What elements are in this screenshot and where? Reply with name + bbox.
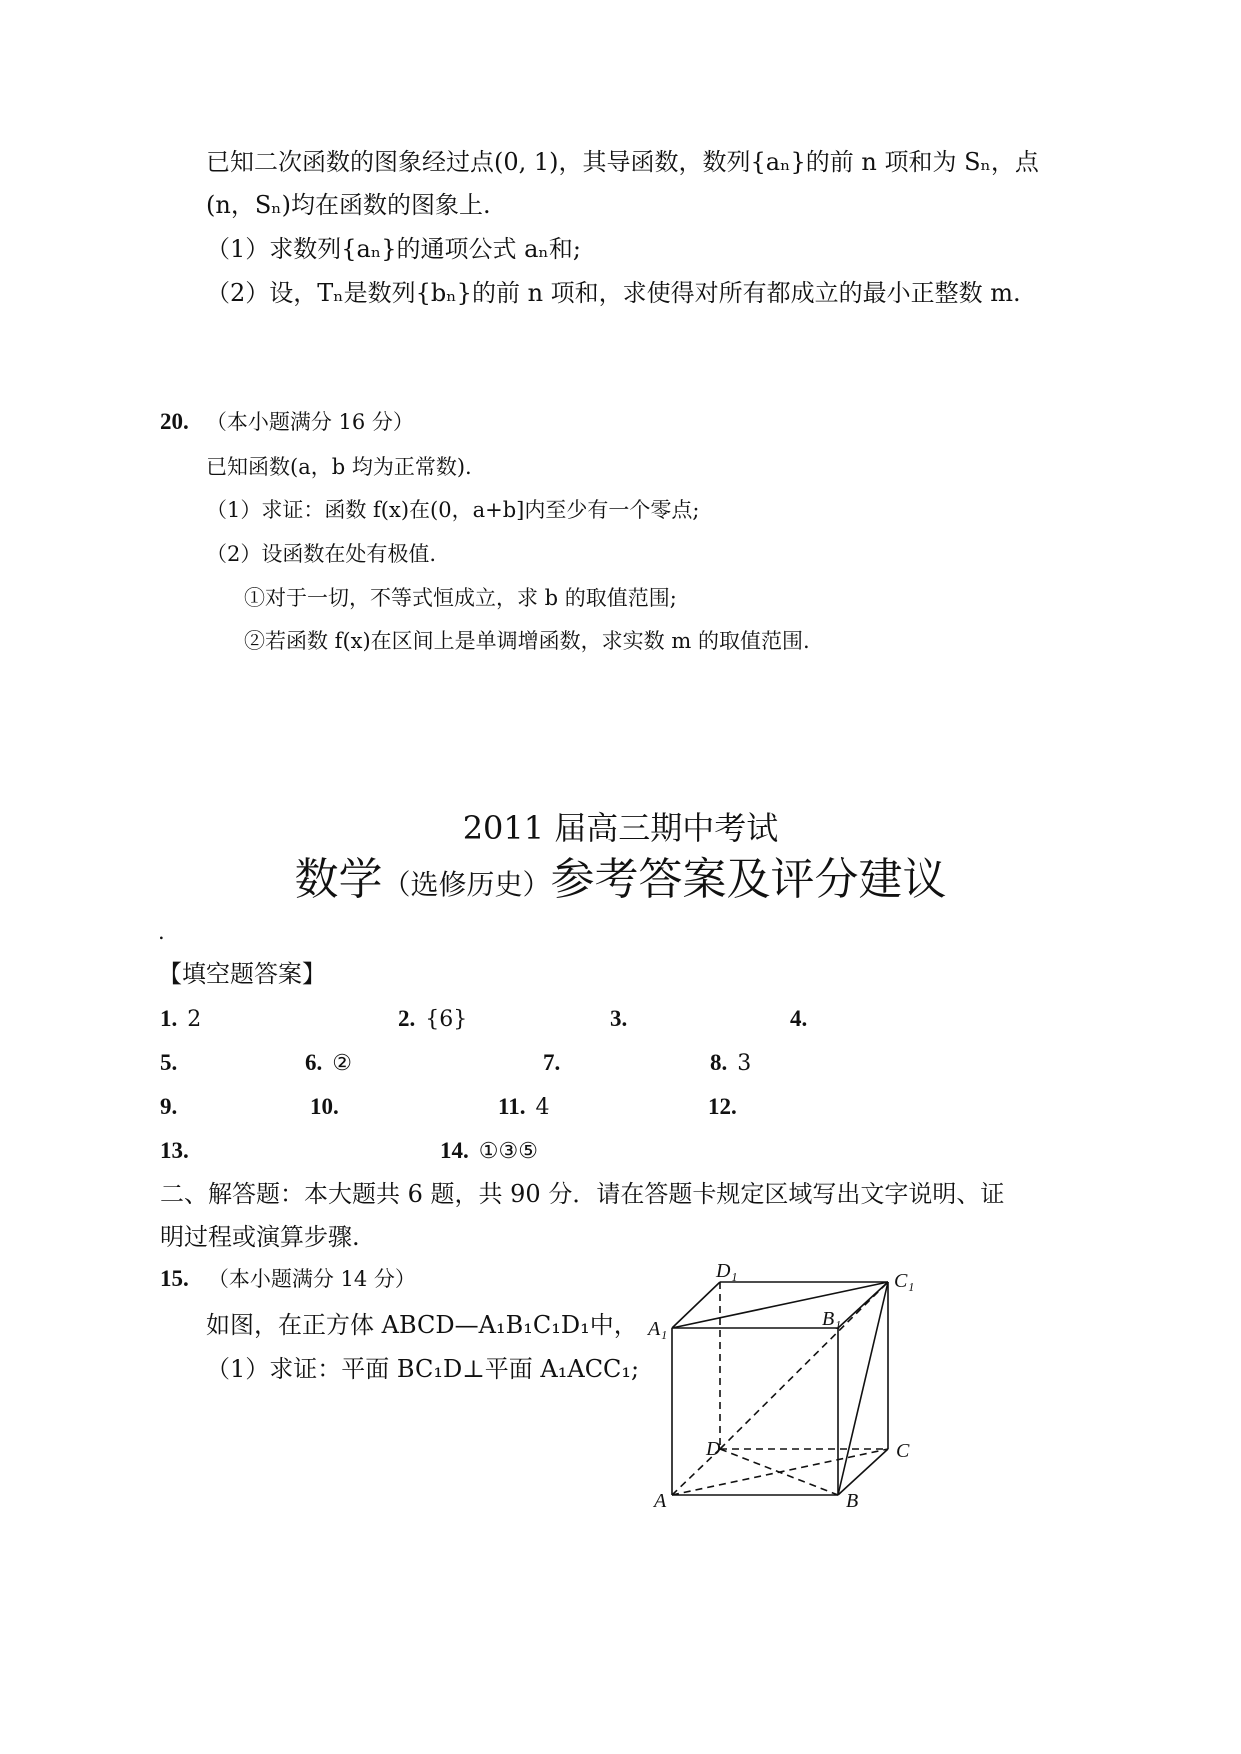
answer-number: 12. bbox=[708, 1094, 737, 1119]
answer-12 bbox=[708, 1094, 747, 1120]
section2-line2: 明过程或演算步骤. bbox=[160, 1223, 360, 1251]
answer-5 bbox=[160, 1050, 187, 1076]
fill-answers-header: 【填空题答案】 bbox=[158, 960, 326, 988]
answer-number: 4. bbox=[790, 1006, 808, 1031]
edge-bc bbox=[838, 1449, 888, 1495]
answer-6 bbox=[305, 1050, 352, 1076]
q20-number: 20. bbox=[160, 409, 189, 434]
answer-number: 6. bbox=[305, 1050, 323, 1075]
q20-part2: （2）设函数在处有极值. bbox=[206, 542, 437, 566]
stray-dot: . bbox=[158, 920, 165, 944]
answer-number: 13. bbox=[160, 1138, 189, 1163]
q15-header bbox=[160, 1265, 416, 1293]
answer-3 bbox=[610, 1006, 637, 1032]
q20-score: （本小题满分 16 分） bbox=[205, 410, 414, 434]
title-elective: （选修历史） bbox=[382, 868, 551, 901]
label-d: D bbox=[706, 1438, 721, 1460]
q20-sub1: ①对于一切，不等式恒成立，求 b 的取值范围; bbox=[244, 586, 677, 610]
label-b: B bbox=[846, 1490, 859, 1512]
q19-part2: （2）设，Tₙ是数列{bₙ}的前 n 项和，求使得对所有都成立的最小正整数 m. bbox=[206, 279, 1021, 307]
answer-11 bbox=[498, 1094, 549, 1120]
answer-title-main bbox=[0, 852, 1241, 913]
diag-bd-hidden bbox=[720, 1449, 838, 1495]
q19-line2: (n，Sₙ)均在函数的图象上. bbox=[206, 191, 491, 219]
answer-number: 3. bbox=[610, 1006, 628, 1031]
answer-value: {6} bbox=[425, 1007, 468, 1032]
answer-title-line1: 2011 届高三期中考试 bbox=[462, 809, 779, 847]
edge-a1d1 bbox=[672, 1282, 720, 1328]
answer-1 bbox=[160, 1006, 201, 1032]
q15-stem: 如图，在正方体 ABCD—A₁B₁C₁D₁中， bbox=[206, 1311, 638, 1339]
label-d1: D₁ bbox=[716, 1260, 738, 1282]
answer-number: 7. bbox=[543, 1050, 561, 1075]
diag-bc1 bbox=[838, 1282, 888, 1495]
answer-14 bbox=[440, 1138, 538, 1164]
q15-score: （本小题满分 14 分） bbox=[207, 1267, 416, 1291]
cube-figure bbox=[620, 1255, 940, 1520]
answer-2 bbox=[398, 1006, 467, 1032]
label-b1: B₁ bbox=[822, 1308, 842, 1330]
answer-9 bbox=[160, 1094, 187, 1120]
label-c: C bbox=[896, 1440, 910, 1462]
answer-value: ② bbox=[332, 1051, 352, 1076]
answer-4 bbox=[790, 1006, 817, 1032]
answer-8 bbox=[710, 1050, 751, 1076]
title-answers: 参考答案及评分建议 bbox=[550, 854, 947, 905]
edge-b1c1 bbox=[838, 1282, 888, 1328]
answer-10 bbox=[310, 1094, 349, 1120]
answer-value: 3 bbox=[737, 1051, 752, 1076]
answer-7 bbox=[543, 1050, 570, 1076]
q20-stem: 已知函数(a，b 均为正常数). bbox=[206, 455, 472, 479]
label-a1: A₁ bbox=[648, 1318, 668, 1340]
answer-value: 2 bbox=[187, 1007, 202, 1032]
diag-a1c1 bbox=[672, 1282, 888, 1328]
q15-part1: （1）求证：平面 BC₁D⊥平面 A₁ACC₁; bbox=[206, 1355, 640, 1383]
q19-line1: 已知二次函数的图象经过点(0, 1)，其导函数，数列{aₙ}的前 n 项和为 Sₙ，点 bbox=[206, 148, 1039, 176]
answer-value: ①③⑤ bbox=[478, 1139, 538, 1164]
answer-13 bbox=[160, 1138, 199, 1164]
q20-sub2: ②若函数 f(x)在区间上是单调增函数，求实数 m 的取值范围. bbox=[244, 629, 810, 653]
diag-dc1-hidden bbox=[720, 1282, 888, 1449]
q20-part1: （1）求证：函数 f(x)在(0，a+b]内至少有一个零点; bbox=[206, 498, 700, 522]
section2-line1: 二、解答题：本大题共 6 题，共 90 分．请在答题卡规定区域写出文字说明、证 bbox=[160, 1180, 1005, 1208]
answer-number: 14. bbox=[440, 1138, 469, 1163]
answer-value: 4 bbox=[535, 1095, 550, 1120]
q19-part1: （1）求数列{aₙ}的通项公式 aₙ和; bbox=[206, 235, 581, 263]
answer-number: 1. bbox=[160, 1006, 178, 1031]
title-math: 数学 bbox=[294, 854, 383, 905]
answer-number: 10. bbox=[310, 1094, 339, 1119]
label-c1: C₁ bbox=[894, 1270, 915, 1292]
answer-number: 9. bbox=[160, 1094, 178, 1119]
q20-header bbox=[160, 408, 414, 436]
answer-number: 5. bbox=[160, 1050, 178, 1075]
q15-number: 15. bbox=[160, 1266, 189, 1291]
answer-number: 11. bbox=[498, 1094, 526, 1119]
label-a: A bbox=[654, 1490, 667, 1512]
answer-number: 8. bbox=[710, 1050, 728, 1075]
answer-number: 2. bbox=[398, 1006, 416, 1031]
